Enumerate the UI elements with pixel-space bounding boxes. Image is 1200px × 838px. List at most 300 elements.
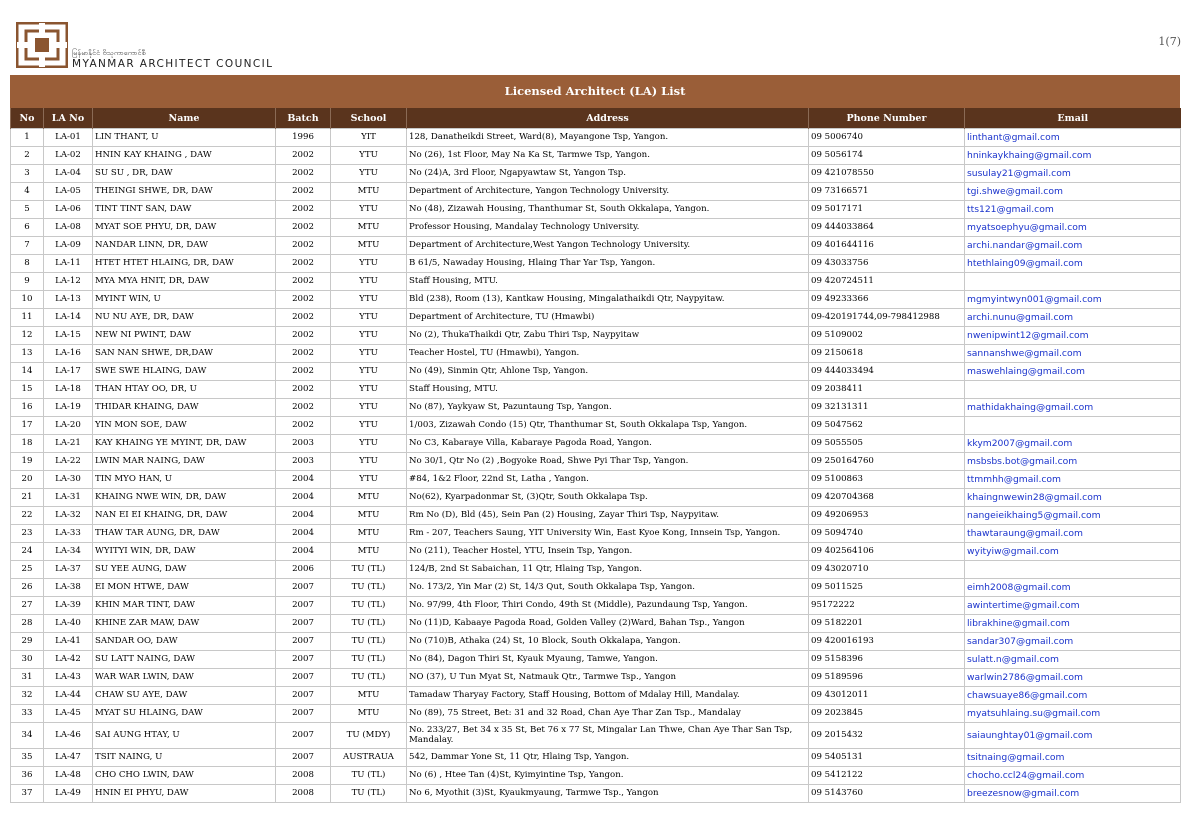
row-la-no: LA-32 <box>44 507 93 525</box>
org-name: MYANMAR ARCHITECT COUNCIL <box>72 58 274 70</box>
row-email[interactable]: warlwin2786@gmail.com <box>965 669 1181 687</box>
row-email[interactable]: wyityiw@gmail.com <box>965 543 1181 561</box>
row-name: SU LATT NAING, DAW <box>93 651 276 669</box>
row-batch: 2002 <box>276 291 331 309</box>
row-school: TU (TL) <box>331 669 407 687</box>
row-address: Teacher Hostel, TU (Hmawbi), Yangon. <box>407 345 809 363</box>
row-la-no: LA-16 <box>44 345 93 363</box>
col-header-batch: Batch <box>276 108 331 129</box>
row-address: No (89), 75 Street, Bet: 31 and 32 Road, Chan Aye Thar Zan Tsp., Mandalay <box>407 705 809 723</box>
row-la-no: LA-47 <box>44 749 93 767</box>
row-phone: 09 49233366 <box>809 291 965 309</box>
row-no: 22 <box>11 507 44 525</box>
row-name: WYITYI WIN, DR, DAW <box>93 543 276 561</box>
row-batch: 2002 <box>276 165 331 183</box>
row-address: No. 233/27, Bet 34 x 35 St, Bet 76 x 77 St, Mingalar Lan Thwe, Chan Aye Thar San Tsp, Mandalay. <box>407 723 809 749</box>
row-no: 30 <box>11 651 44 669</box>
row-school: YTU <box>331 273 407 291</box>
row-name: KAY KHAING YE MYINT, DR, DAW <box>93 435 276 453</box>
council-logo-icon <box>16 22 68 68</box>
row-la-no: LA-21 <box>44 435 93 453</box>
row-batch: 2004 <box>276 543 331 561</box>
row-school: MTU <box>331 543 407 561</box>
row-email[interactable]: myatsoephyu@gmail.com <box>965 219 1181 237</box>
row-no: 21 <box>11 489 44 507</box>
row-email[interactable]: linthant@gmail.com <box>965 129 1181 147</box>
row-address: 1/003, Zizawah Condo (15) Qtr, Thanthumar St, South Okkalapa Tsp, Yangon. <box>407 417 809 435</box>
row-address: No (6) , Htee Tan (4)St, Kyimyintine Tsp, Yangon. <box>407 767 809 785</box>
row-batch: 2002 <box>276 399 331 417</box>
row-address: Professor Housing, Mandalay Technology University. <box>407 219 809 237</box>
row-phone: 09 5094740 <box>809 525 965 543</box>
row-email[interactable]: archi.nandar@gmail.com <box>965 237 1181 255</box>
row-name: EI MON HTWE, DAW <box>93 579 276 597</box>
row-no: 12 <box>11 327 44 345</box>
row-address: 542, Dammar Yone St, 11 Qtr, Hlaing Tsp, Yangon. <box>407 749 809 767</box>
row-phone: 09 250164760 <box>809 453 965 471</box>
row-batch: 2004 <box>276 525 331 543</box>
row-la-no: LA-31 <box>44 489 93 507</box>
row-phone: 09 5109002 <box>809 327 965 345</box>
row-no: 13 <box>11 345 44 363</box>
row-batch: 2007 <box>276 579 331 597</box>
row-address: No(62), Kyarpadonmar St, (3)Qtr, South Okkalapa Tsp. <box>407 489 809 507</box>
row-school: YTU <box>331 345 407 363</box>
row-no: 19 <box>11 453 44 471</box>
row-name: HTET HTET HLAING, DR, DAW <box>93 255 276 273</box>
row-phone: 09 420724511 <box>809 273 965 291</box>
table-row <box>11 525 1181 543</box>
row-la-no: LA-04 <box>44 165 93 183</box>
row-phone: 09 5011525 <box>809 579 965 597</box>
row-phone: 09 73166571 <box>809 183 965 201</box>
row-phone: 09 5182201 <box>809 615 965 633</box>
row-address: No (11)D, Kabaaye Pagoda Road, Golden Valley (2)Ward, Bahan Tsp., Yangon <box>407 615 809 633</box>
table-row <box>11 273 1181 291</box>
row-la-no: LA-44 <box>44 687 93 705</box>
row-batch: 2006 <box>276 561 331 579</box>
row-la-no: LA-18 <box>44 381 93 399</box>
row-address: Tamadaw Tharyay Factory, Staff Housing, Bottom of Mdalay Hill, Mandalay. <box>407 687 809 705</box>
row-address: No (48), Zizawah Housing, Thanthumar St, South Okkalapa, Yangon. <box>407 201 809 219</box>
row-no: 8 <box>11 255 44 273</box>
table-row <box>11 399 1181 417</box>
row-address: No (24)A, 3rd Floor, Ngapyawtaw St, Yangon Tsp. <box>407 165 809 183</box>
row-school: YTU <box>331 291 407 309</box>
row-school: YTU <box>331 363 407 381</box>
row-la-no: LA-14 <box>44 309 93 327</box>
row-phone: 09 401644116 <box>809 237 965 255</box>
row-email[interactable]: librakhine@gmail.com <box>965 615 1181 633</box>
row-name: NANDAR LINN, DR, DAW <box>93 237 276 255</box>
table-row <box>11 561 1181 579</box>
row-name: CHAW SU AYE, DAW <box>93 687 276 705</box>
row-phone: 09 5100863 <box>809 471 965 489</box>
row-la-no: LA-05 <box>44 183 93 201</box>
row-school: YTU <box>331 381 407 399</box>
row-batch: 2007 <box>276 651 331 669</box>
table-row <box>11 749 1181 767</box>
row-la-no: LA-15 <box>44 327 93 345</box>
row-school: YTU <box>331 327 407 345</box>
row-phone: 09 2015432 <box>809 723 965 749</box>
row-phone: 09 5143760 <box>809 785 965 803</box>
row-batch: 2007 <box>276 615 331 633</box>
table-row <box>11 453 1181 471</box>
row-batch: 2002 <box>276 201 331 219</box>
table-row <box>11 165 1181 183</box>
table-row <box>11 237 1181 255</box>
row-email[interactable]: susulay21@gmail.com <box>965 165 1181 183</box>
row-la-no: LA-19 <box>44 399 93 417</box>
row-phone: 09 444033494 <box>809 363 965 381</box>
row-no: 7 <box>11 237 44 255</box>
row-batch: 2007 <box>276 597 331 615</box>
table-row <box>11 345 1181 363</box>
table-row <box>11 291 1181 309</box>
row-email[interactable]: awintertime@gmail.com <box>965 597 1181 615</box>
table-row <box>11 255 1181 273</box>
col-header-phone: Phone Number <box>809 108 965 129</box>
row-la-no: LA-33 <box>44 525 93 543</box>
row-school: MTU <box>331 489 407 507</box>
row-la-no: LA-48 <box>44 767 93 785</box>
row-batch: 2008 <box>276 785 331 803</box>
row-no: 37 <box>11 785 44 803</box>
row-name: THIDAR KHAING, DAW <box>93 399 276 417</box>
row-la-no: LA-08 <box>44 219 93 237</box>
row-no: 36 <box>11 767 44 785</box>
row-school: YTU <box>331 417 407 435</box>
row-batch: 2002 <box>276 345 331 363</box>
table-row <box>11 183 1181 201</box>
row-phone: 09 5055505 <box>809 435 965 453</box>
row-phone: 09 5158396 <box>809 651 965 669</box>
row-name: HNIN EI PHYU, DAW <box>93 785 276 803</box>
row-batch: 2007 <box>276 705 331 723</box>
row-name: THEINGI SHWE, DR, DAW <box>93 183 276 201</box>
row-email[interactable]: tts121@gmail.com <box>965 201 1181 219</box>
row-no: 18 <box>11 435 44 453</box>
row-school: MTU <box>331 219 407 237</box>
row-name: NU NU AYE, DR, DAW <box>93 309 276 327</box>
row-school: TU (TL) <box>331 633 407 651</box>
table-title: Licensed Architect (LA) List <box>10 75 1180 108</box>
row-name: NAN EI EI KHAING, DR, DAW <box>93 507 276 525</box>
row-name: SAI AUNG HTAY, U <box>93 723 276 749</box>
row-email[interactable]: sannanshwe@gmail.com <box>965 345 1181 363</box>
row-school: MTU <box>331 705 407 723</box>
row-email[interactable]: tsitnaing@gmail.com <box>965 749 1181 767</box>
row-school: YTU <box>331 471 407 489</box>
row-school: MTU <box>331 237 407 255</box>
row-school: MTU <box>331 525 407 543</box>
row-batch: 2008 <box>276 767 331 785</box>
row-email[interactable]: chawsuaye86@gmail.com <box>965 687 1181 705</box>
page-header <box>0 0 1200 75</box>
row-batch: 2002 <box>276 219 331 237</box>
table-row <box>11 435 1181 453</box>
row-email[interactable]: maswehlaing@gmail.com <box>965 363 1181 381</box>
table-row <box>11 767 1181 785</box>
row-batch: 2002 <box>276 363 331 381</box>
row-school: MTU <box>331 183 407 201</box>
row-name: SANDAR OO, DAW <box>93 633 276 651</box>
row-batch: 2002 <box>276 255 331 273</box>
row-email[interactable]: tgi.shwe@gmail.com <box>965 183 1181 201</box>
row-school: TU (TL) <box>331 561 407 579</box>
row-address: No 30/1, Qtr No (2) ,Bogyoke Road, Shwe Pyi Thar Tsp, Yangon. <box>407 453 809 471</box>
table-row <box>11 633 1181 651</box>
row-batch: 2002 <box>276 327 331 345</box>
row-la-no: LA-45 <box>44 705 93 723</box>
table-row <box>11 579 1181 597</box>
row-name: SU YEE AUNG, DAW <box>93 561 276 579</box>
table-row <box>11 471 1181 489</box>
row-no: 14 <box>11 363 44 381</box>
row-no: 2 <box>11 147 44 165</box>
row-email[interactable]: sandar307@gmail.com <box>965 633 1181 651</box>
row-email[interactable]: ttmmhh@gmail.com <box>965 471 1181 489</box>
table-row <box>11 705 1181 723</box>
row-la-no: LA-41 <box>44 633 93 651</box>
row-school: YTU <box>331 147 407 165</box>
table-row <box>11 417 1181 435</box>
row-la-no: LA-38 <box>44 579 93 597</box>
org-name-burmese: မြန်မာနိုင်ငံ ဗိသုကာကောင်စီ <box>72 49 146 57</box>
row-no: 27 <box>11 597 44 615</box>
table-row <box>11 615 1181 633</box>
row-phone: 09 2150618 <box>809 345 965 363</box>
row-email[interactable]: sulatt.n@gmail.com <box>965 651 1181 669</box>
row-no: 5 <box>11 201 44 219</box>
row-address: No (2), ThukaThaikdi Qtr, Zabu Thiri Tsp, Naypyitaw <box>407 327 809 345</box>
row-no: 28 <box>11 615 44 633</box>
row-phone: 09 5017171 <box>809 201 965 219</box>
row-email[interactable]: saiaunghtay01@gmail.com <box>965 723 1181 749</box>
row-batch: 2007 <box>276 749 331 767</box>
row-address: No (49), Sinmin Qtr, Ahlone Tsp, Yangon. <box>407 363 809 381</box>
row-phone: 95172222 <box>809 597 965 615</box>
row-la-no: LA-09 <box>44 237 93 255</box>
table-row <box>11 147 1181 165</box>
row-no: 9 <box>11 273 44 291</box>
row-school: TU (TL) <box>331 597 407 615</box>
row-no: 10 <box>11 291 44 309</box>
row-school: TU (TL) <box>331 651 407 669</box>
row-address: No (26), 1st Floor, May Na Ka St, Tarmwe Tsp, Yangon. <box>407 147 809 165</box>
row-email[interactable]: mgmyintwyn001@gmail.com <box>965 291 1181 309</box>
row-batch: 2004 <box>276 489 331 507</box>
col-header-address: Address <box>407 108 809 129</box>
row-email[interactable]: nwenipwint12@gmail.com <box>965 327 1181 345</box>
row-name: YIN MON SOE, DAW <box>93 417 276 435</box>
row-school: YTU <box>331 435 407 453</box>
row-phone: 09 32131311 <box>809 399 965 417</box>
row-email[interactable]: hninkaykhaing@gmail.com <box>965 147 1181 165</box>
row-no: 34 <box>11 723 44 749</box>
row-address: Bld (238), Room (13), Kantkaw Housing, Mingalathaikdi Qtr, Naypyitaw. <box>407 291 809 309</box>
col-header-la-no: LA No <box>44 108 93 129</box>
row-phone: 09 5405131 <box>809 749 965 767</box>
row-phone: 09-420191744,09-798412988 <box>809 309 965 327</box>
row-name: KHINE ZAR MAW, DAW <box>93 615 276 633</box>
row-batch: 2002 <box>276 183 331 201</box>
table-row <box>11 363 1181 381</box>
row-batch: 2007 <box>276 723 331 749</box>
row-name: SU SU , DR, DAW <box>93 165 276 183</box>
row-email[interactable]: kkym2007@gmail.com <box>965 435 1181 453</box>
row-email[interactable]: msbsbs.bot@gmail.com <box>965 453 1181 471</box>
row-batch: 2004 <box>276 471 331 489</box>
row-no: 29 <box>11 633 44 651</box>
table-row <box>11 309 1181 327</box>
row-email[interactable]: chocho.ccl24@gmail.com <box>965 767 1181 785</box>
row-address: Department of Architecture, TU (Hmawbi) <box>407 309 809 327</box>
row-no: 3 <box>11 165 44 183</box>
row-address: No (84), Dagon Thiri St, Kyauk Myaung, Tamwe, Yangon. <box>407 651 809 669</box>
row-no: 15 <box>11 381 44 399</box>
table-row <box>11 785 1181 803</box>
row-phone: 09 444033864 <box>809 219 965 237</box>
table-body <box>11 129 1181 803</box>
row-address: Staff Housing, MTU. <box>407 381 809 399</box>
row-phone: 09 5006740 <box>809 129 965 147</box>
row-la-no: LA-12 <box>44 273 93 291</box>
row-name: MYA MYA HNIT, DR, DAW <box>93 273 276 291</box>
row-address: Rm No (D), Bld (45), Sein Pan (2) Housing, Zayar Thiri Tsp, Naypyitaw. <box>407 507 809 525</box>
table-row <box>11 489 1181 507</box>
row-la-no: LA-20 <box>44 417 93 435</box>
row-no: 35 <box>11 749 44 767</box>
row-address: No (87), Yaykyaw St, Pazuntaung Tsp, Yangon. <box>407 399 809 417</box>
row-address: No (211), Teacher Hostel, YTU, Insein Tsp, Yangon. <box>407 543 809 561</box>
row-no: 24 <box>11 543 44 561</box>
row-address: No C3, Kabaraye Villa, Kabaraye Pagoda Road, Yangon. <box>407 435 809 453</box>
row-school: MTU <box>331 507 407 525</box>
row-no: 6 <box>11 219 44 237</box>
row-batch: 2007 <box>276 669 331 687</box>
row-la-no: LA-17 <box>44 363 93 381</box>
row-school: TU (MDY) <box>331 723 407 749</box>
table-row <box>11 201 1181 219</box>
row-batch: 2002 <box>276 381 331 399</box>
row-school: YTU <box>331 309 407 327</box>
table-row <box>11 651 1181 669</box>
row-address: Department of Architecture,West Yangon Technology University. <box>407 237 809 255</box>
row-la-no: LA-11 <box>44 255 93 273</box>
row-email[interactable]: mathidakhaing@gmail.com <box>965 399 1181 417</box>
row-email <box>965 273 1181 291</box>
row-batch: 2002 <box>276 417 331 435</box>
row-la-no: LA-46 <box>44 723 93 749</box>
row-email[interactable]: thawtaraung@gmail.com <box>965 525 1181 543</box>
row-phone: 09 5189596 <box>809 669 965 687</box>
row-email[interactable]: myatsuhlaing.su@gmail.com <box>965 705 1181 723</box>
row-school: AUSTRAUA <box>331 749 407 767</box>
row-name: KHAING NWE WIN, DR, DAW <box>93 489 276 507</box>
row-address: No (710)B, Athaka (24) St, 10 Block, South Okkalapa, Yangon. <box>407 633 809 651</box>
la-list-sheet <box>10 75 1180 803</box>
table-row <box>11 543 1181 561</box>
row-batch: 2002 <box>276 147 331 165</box>
row-la-no: LA-13 <box>44 291 93 309</box>
row-email[interactable]: breezesnow@gmail.com <box>965 785 1181 803</box>
row-name: MYINT WIN, U <box>93 291 276 309</box>
row-address: Department of Architecture, Yangon Technology University. <box>407 183 809 201</box>
row-la-no: LA-34 <box>44 543 93 561</box>
row-school: YTU <box>331 165 407 183</box>
row-batch: 2007 <box>276 687 331 705</box>
row-batch: 2002 <box>276 237 331 255</box>
col-header-no: No <box>11 108 44 129</box>
row-email[interactable]: nangeieikhaing5@gmail.com <box>965 507 1181 525</box>
la-list-table <box>10 108 1181 803</box>
row-batch: 2004 <box>276 507 331 525</box>
row-school: YIT <box>331 129 407 147</box>
row-name: SAN NAN SHWE, DR,DAW <box>93 345 276 363</box>
table-row <box>11 687 1181 705</box>
row-batch: 2003 <box>276 435 331 453</box>
row-phone: 09 2023845 <box>809 705 965 723</box>
row-phone: 09 43012011 <box>809 687 965 705</box>
row-name: MYAT SU HLAING, DAW <box>93 705 276 723</box>
row-school: TU (TL) <box>331 615 407 633</box>
row-address: Staff Housing, MTU. <box>407 273 809 291</box>
row-batch: 2002 <box>276 309 331 327</box>
row-la-no: LA-30 <box>44 471 93 489</box>
row-batch: 2007 <box>276 633 331 651</box>
row-school: TU (TL) <box>331 767 407 785</box>
row-phone: 09 5056174 <box>809 147 965 165</box>
row-school: YTU <box>331 399 407 417</box>
row-no: 23 <box>11 525 44 543</box>
row-no: 17 <box>11 417 44 435</box>
row-address: No. 97/99, 4th Floor, Thiri Condo, 49th St (Middle), Pazundaung Tsp, Yangon. <box>407 597 809 615</box>
row-email <box>965 417 1181 435</box>
table-row <box>11 597 1181 615</box>
row-la-no: LA-49 <box>44 785 93 803</box>
col-header-name: Name <box>93 108 276 129</box>
row-name: CHO CHO LWIN, DAW <box>93 767 276 785</box>
table-row <box>11 381 1181 399</box>
row-school: TU (TL) <box>331 785 407 803</box>
row-address: 124/B, 2nd St Sabaichan, 11 Qtr, Hlaing Tsp, Yangon. <box>407 561 809 579</box>
row-name: WAR WAR LWIN, DAW <box>93 669 276 687</box>
row-address: No 6, Myothit (3)St, Kyaukmyaung, Tarmwe Tsp., Yangon <box>407 785 809 803</box>
row-no: 33 <box>11 705 44 723</box>
row-school: YTU <box>331 201 407 219</box>
row-name: THAN HTAY OO, DR, U <box>93 381 276 399</box>
row-address: #84, 1&2 Floor, 22nd St, Latha , Yangon. <box>407 471 809 489</box>
row-school: YTU <box>331 453 407 471</box>
row-school: YTU <box>331 255 407 273</box>
row-name: HNIN KAY KHAING , DAW <box>93 147 276 165</box>
row-phone: 09 5412122 <box>809 767 965 785</box>
row-la-no: LA-22 <box>44 453 93 471</box>
row-email[interactable]: htethlaing09@gmail.com <box>965 255 1181 273</box>
row-email[interactable]: khaingnwewin28@gmail.com <box>965 489 1181 507</box>
row-email[interactable]: eimh2008@gmail.com <box>965 579 1181 597</box>
row-la-no: LA-40 <box>44 615 93 633</box>
table-row <box>11 219 1181 237</box>
row-address: Rm - 207, Teachers Saung, YIT University Win, East Kyoe Kong, Innsein Tsp, Yangon. <box>407 525 809 543</box>
row-phone: 09 2038411 <box>809 381 965 399</box>
row-la-no: LA-39 <box>44 597 93 615</box>
row-name: TIN MYO HAN, U <box>93 471 276 489</box>
row-email[interactable]: archi.nunu@gmail.com <box>965 309 1181 327</box>
row-no: 26 <box>11 579 44 597</box>
